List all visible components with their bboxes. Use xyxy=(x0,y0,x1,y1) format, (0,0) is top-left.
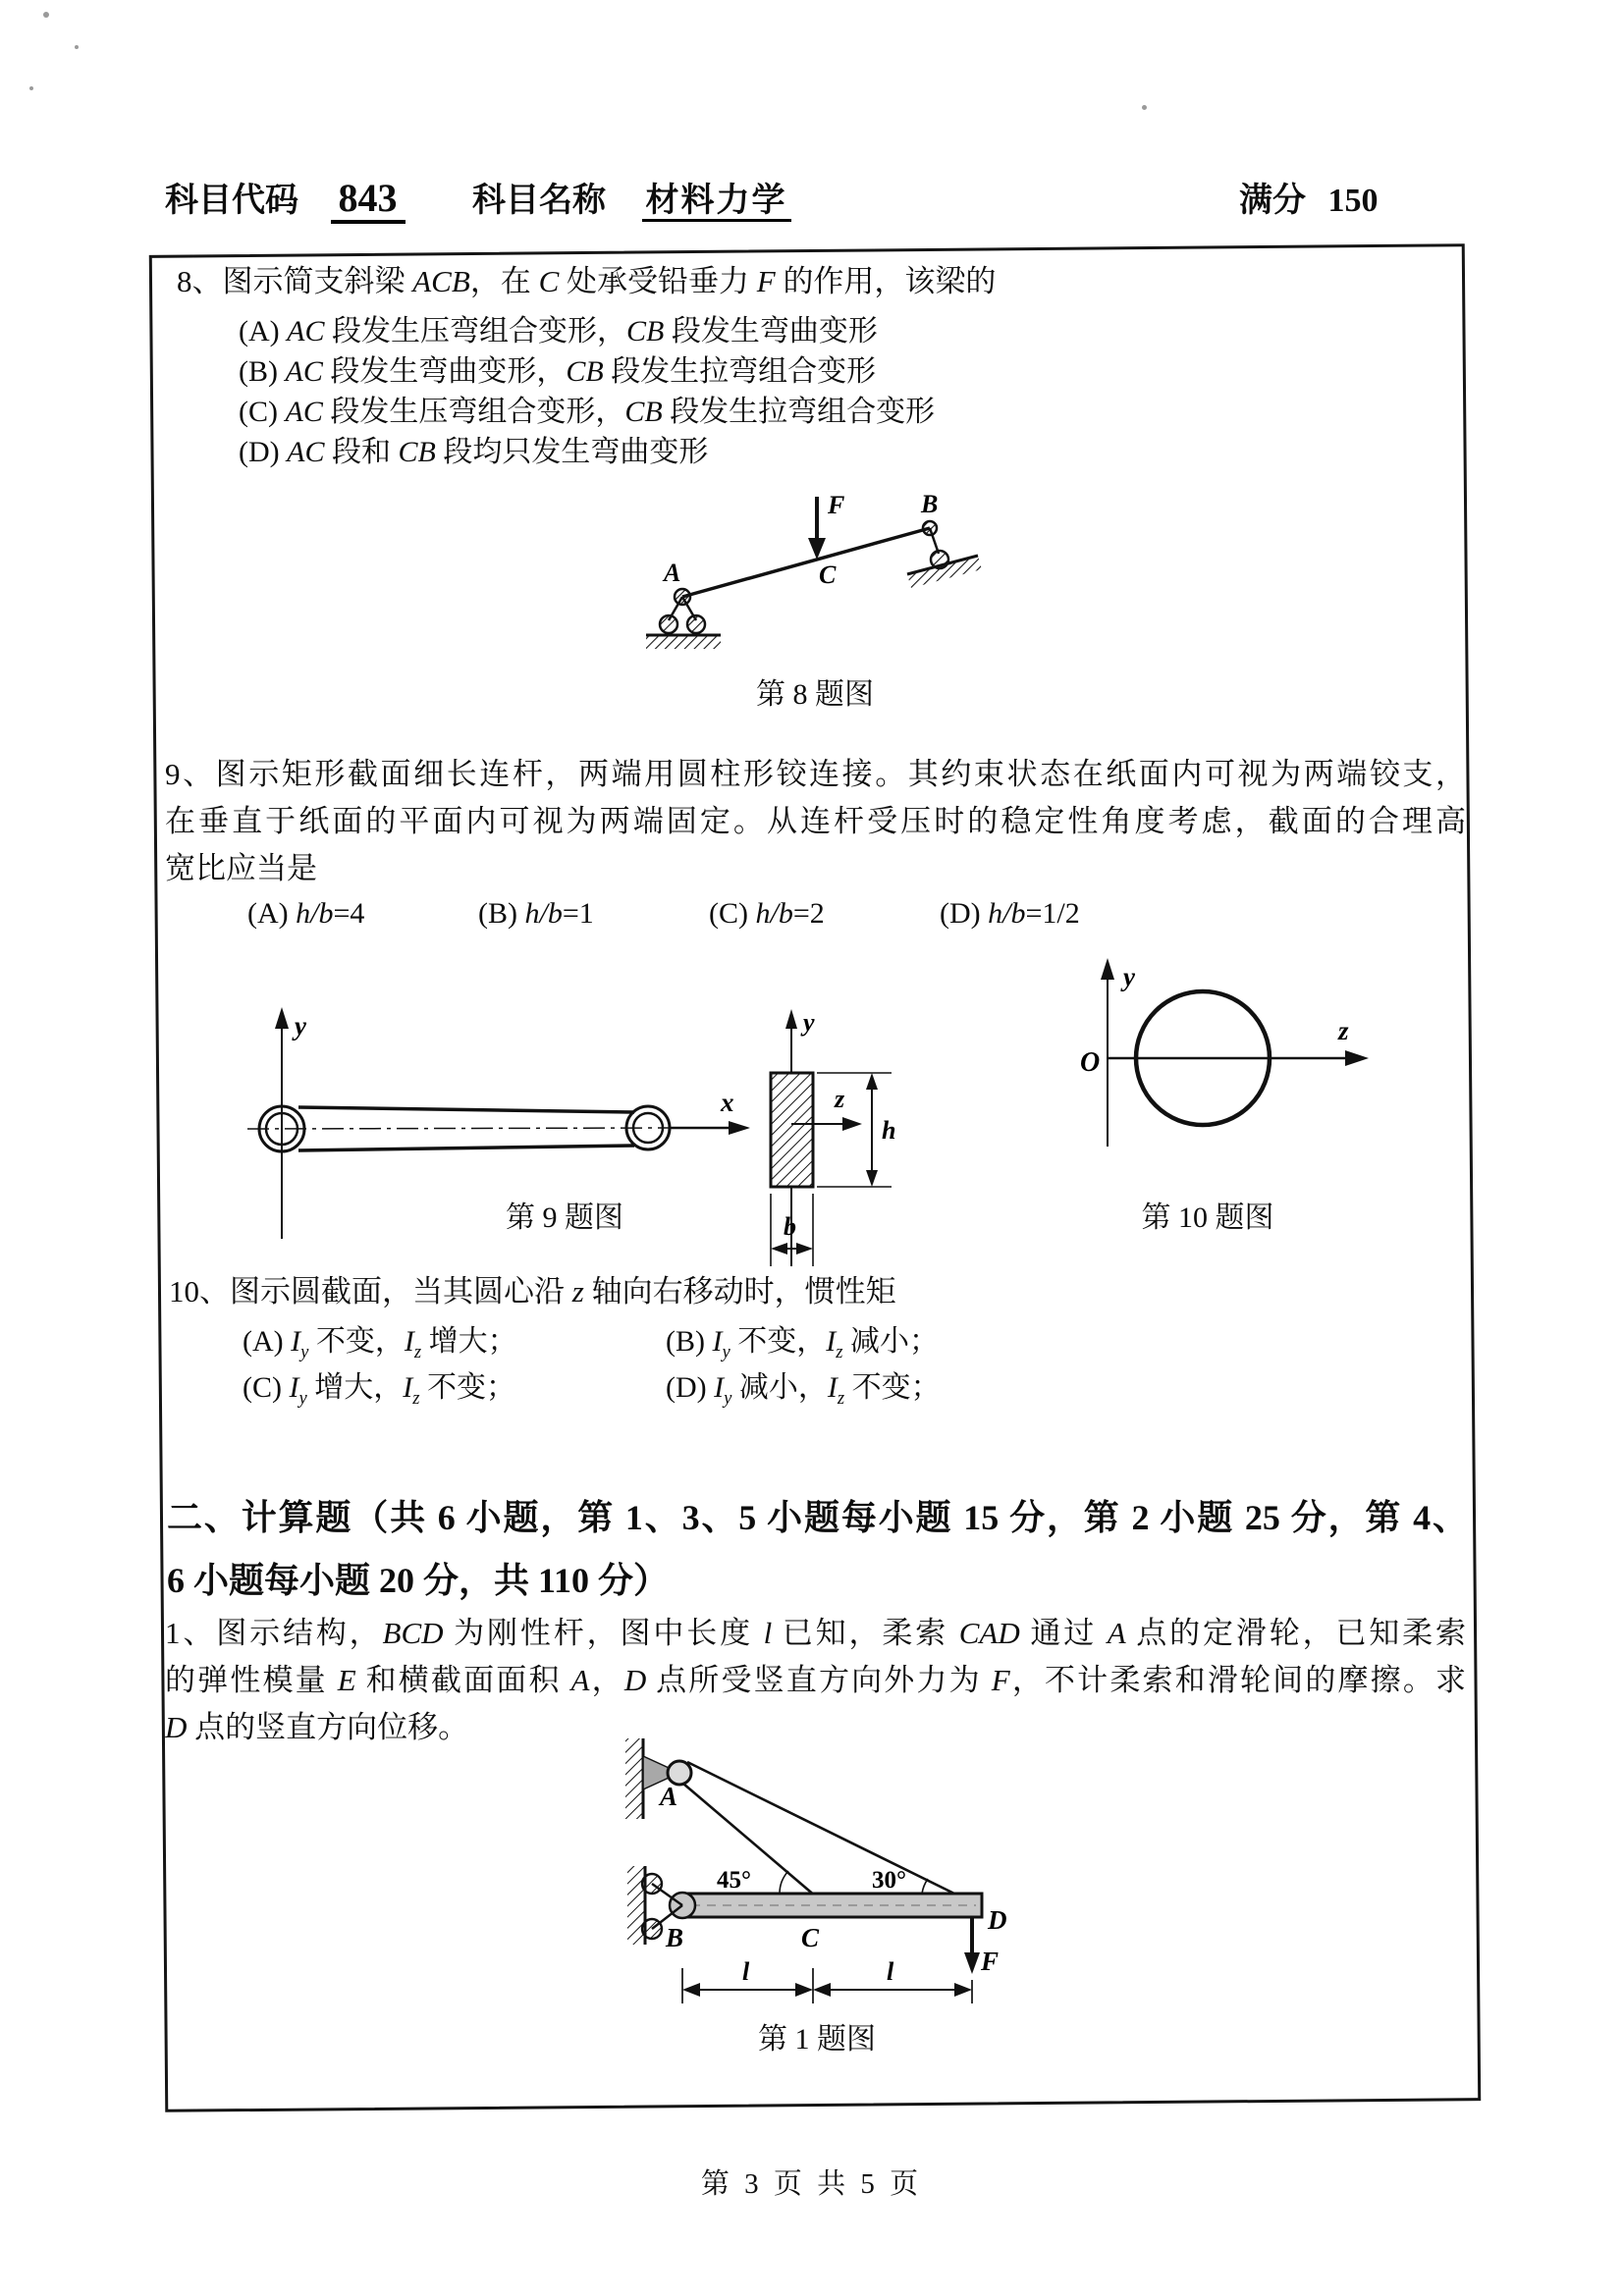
label-z-sec: z xyxy=(835,1085,845,1113)
figure-q8-inclined-beam xyxy=(599,481,1051,677)
q9-option-a: (A) h/b=4 xyxy=(247,897,365,930)
subject-name-label: 科目名称 xyxy=(472,183,606,219)
full-score-label: 满分 xyxy=(1239,183,1306,219)
scan-speck xyxy=(1142,105,1147,110)
subject-name-value: 材料力学 xyxy=(642,183,791,222)
label-30: 30° xyxy=(872,1867,906,1894)
fig8-caption: 第 8 题图 xyxy=(756,678,874,711)
label-y: y xyxy=(1123,962,1135,991)
label-x: x xyxy=(721,1088,734,1117)
angle-arc-30 xyxy=(922,1879,928,1894)
label-h: h xyxy=(882,1116,896,1145)
p1-line3: D 点的竖直方向位移。 xyxy=(165,1710,469,1744)
label-y-sec: y xyxy=(803,1008,815,1037)
force-f-arrow xyxy=(964,1918,980,1974)
label-l1: l xyxy=(742,1957,750,1986)
p1-line2: 的弹性模量 E 和横截面面积 A，D 点所受竖直方向外力为 F，不计柔索和滑轮间的摩擦。求 xyxy=(165,1663,1467,1697)
figure-p1-structure xyxy=(589,1733,1070,2017)
beam-acb xyxy=(682,528,930,597)
dim-h xyxy=(817,1073,892,1187)
q9-line1: 9、图示矩形截面细长连杆，两端用圆柱形铰连接。其约束状态在纸面内可视为两端铰支， xyxy=(165,757,1466,791)
label-f: F xyxy=(981,1947,1000,1976)
label-l2: l xyxy=(887,1957,894,1986)
rod-top-edge xyxy=(298,1107,634,1112)
rod-centerline xyxy=(247,1128,670,1129)
q10-stem: 10、图示圆截面，当其圆心沿 z 轴向右移动时，惯性矩 xyxy=(169,1274,896,1308)
q9-option-b: (B) h/b=1 xyxy=(478,897,594,930)
pin-support-a xyxy=(646,589,721,649)
q8-stem: 8、图示简支斜梁 ACB，在 C 处承受铅垂力 F 的作用，该梁的 xyxy=(177,264,997,298)
q10-option-b: (B) $I_y$ 不变，$I_z$ 减小； xyxy=(666,1325,940,1362)
label-a: A xyxy=(660,1782,678,1811)
scan-speck xyxy=(43,12,49,18)
full-score xyxy=(1239,173,1379,221)
label-y-rod: y xyxy=(295,1011,306,1041)
q8-option-c: (C) AC 段发生压弯组合变形，CB 段发生拉弯组合变形 xyxy=(239,396,936,428)
q10-option-a: (A) $I_y$ 不变，$I_z$ 增大； xyxy=(243,1325,517,1362)
fig10-y-axis xyxy=(1101,958,1114,1147)
q8-option-d: (D) AC 段和 CB 段均只发生弯曲变形 xyxy=(239,436,709,468)
fig9-caption: 第 9 题图 xyxy=(506,1201,623,1234)
label-d: D xyxy=(988,1905,1007,1935)
full-score-value: 150 xyxy=(1327,183,1379,219)
fig1-caption: 第 1 题图 xyxy=(758,2023,876,2056)
label-b: b xyxy=(784,1212,796,1241)
rod-y-axis xyxy=(275,1007,289,1239)
angle-arc-45 xyxy=(780,1871,788,1894)
q8-option-a: (A) AC 段发生压弯组合变形，CB 段发生弯曲变形 xyxy=(239,315,878,347)
rod-bottom-edge xyxy=(298,1146,634,1150)
label-b: B xyxy=(666,1923,684,1952)
fig10-caption: 第 10 题图 xyxy=(1141,1201,1274,1234)
scan-speck xyxy=(29,86,33,90)
p1-line1: 1、图示结构，BCD 为刚性杆，图中长度 l 已知，柔索 CAD 通过 A 点的定滑轮，已知柔索 xyxy=(165,1616,1467,1650)
page-number: 第 3 页 共 5 页 xyxy=(700,2168,923,2200)
q9-line3: 宽比应当是 xyxy=(165,851,317,885)
scan-speck xyxy=(75,45,79,49)
force-f-arrow xyxy=(808,497,826,560)
label-45: 45° xyxy=(717,1867,751,1894)
rod-x-axis xyxy=(670,1121,750,1135)
header-row xyxy=(165,173,791,221)
upper-wall xyxy=(625,1738,643,1819)
q9-option-c: (C) h/b=2 xyxy=(709,897,825,930)
q8-option-b: (B) AC 段发生弯曲变形，CB 段发生拉弯组合变形 xyxy=(239,355,877,388)
q9-option-d: (D) h/b=1/2 xyxy=(940,897,1080,930)
label-z: z xyxy=(1338,1016,1349,1045)
q10-option-c: (C) $I_y$ 增大，$I_z$ 不变； xyxy=(243,1371,516,1409)
subject-code-value: 843 xyxy=(331,176,406,224)
label-c: C xyxy=(819,561,837,589)
q9-line2: 在垂直于纸面的平面内可视为两端固定。从连杆受压时的稳定性角度考虑，截面的合理高 xyxy=(165,804,1466,838)
section2-heading-line2: 6 小题每小题 20 分，共 110 分） xyxy=(167,1561,670,1600)
label-c: C xyxy=(801,1923,820,1952)
label-o: O xyxy=(1080,1047,1101,1078)
section-rect xyxy=(771,1073,813,1187)
dim-lines xyxy=(682,1968,972,2003)
label-f: F xyxy=(828,491,845,519)
fig10-z-axis xyxy=(1108,1050,1369,1066)
subject-code-label: 科目代码 xyxy=(165,183,298,219)
label-a: A xyxy=(664,559,681,587)
figure-q10-circle-section xyxy=(1041,942,1453,1198)
section2-heading-line1: 二、计算题（共 6 小题，第 1、3、5 小题每小题 15 分，第 2 小题 25 分，第 4、 xyxy=(167,1498,1468,1537)
q10-option-d: (D) $I_y$ 减小，$I_z$ 不变； xyxy=(666,1371,941,1409)
label-b: B xyxy=(921,490,939,518)
